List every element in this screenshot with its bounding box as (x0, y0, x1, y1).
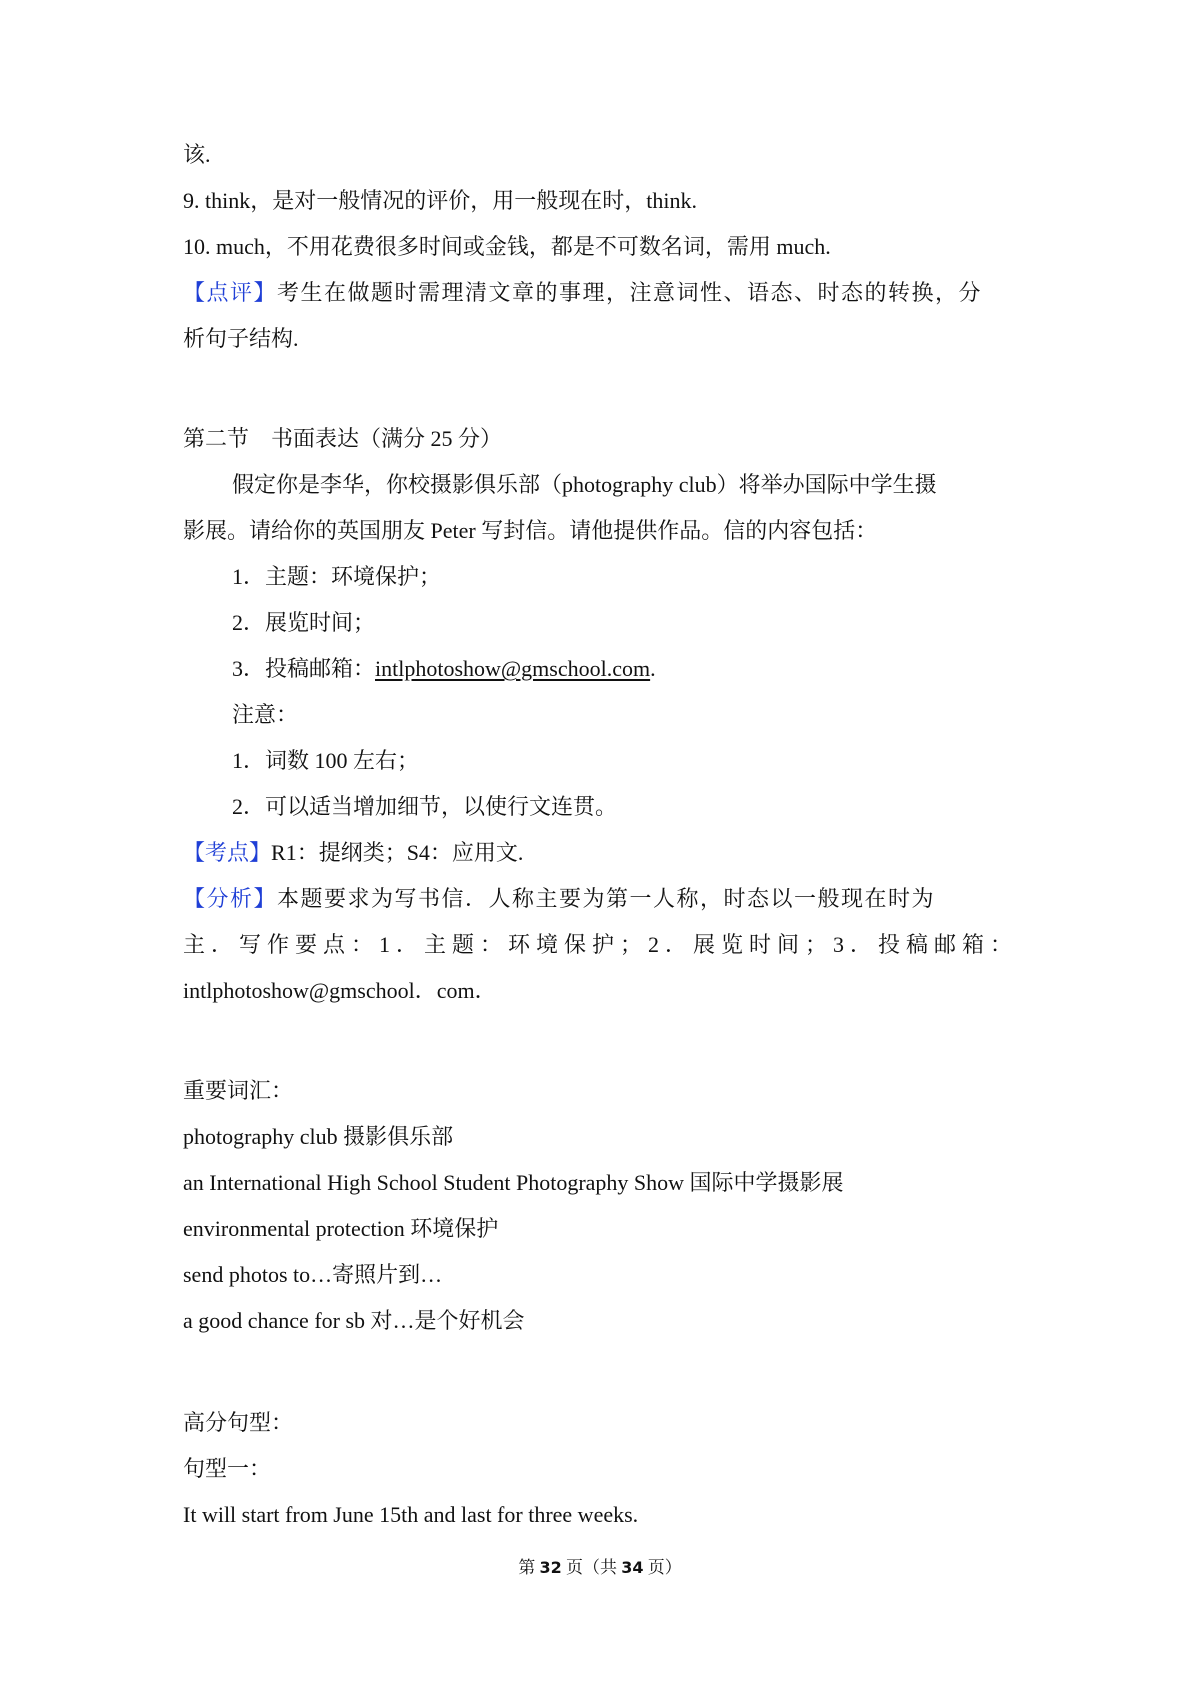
list-item: 1．主题：环境保护； (232, 564, 442, 589)
page-footer (0, 1556, 1200, 1580)
prompt-paragraph: 影展。请给你的英国朋友 Peter 写封信。请他提供作品。信的内容包括： (183, 518, 878, 543)
analysis-text: 本题要求为写书信．人称主要为第一人称，时态以一般现在时为 (277, 886, 936, 911)
list-item: 2．展览时间； (232, 610, 376, 635)
vocab-item: environmental protection 环境保护 (183, 1216, 499, 1241)
list-item: 2．可以适当增加细节，以使行文连贯。 (232, 794, 618, 819)
list-item-punct: . (650, 656, 656, 681)
vocab-item: send photos to…寄照片到… (183, 1262, 443, 1287)
analysis-paragraph: 主．写作要点：1．主题：环境保护；2．展览时间；3．投稿邮箱： (183, 932, 1019, 957)
prompt-paragraph: 假定你是李华，你校摄影俱乐部（photography club）将举办国际中学生摄 (232, 472, 937, 497)
sentence-heading: 高分句型： (183, 1410, 294, 1435)
sentence-example: It will start from June 15th and last for three weeks. (183, 1502, 639, 1527)
text-line: 该. (183, 142, 211, 167)
vocab-item: an International High School Student Photography Show 国际中学摄影展 (183, 1170, 844, 1195)
footer-suffix: 页） (643, 1558, 682, 1577)
current-page-number: 32 (539, 1558, 562, 1577)
exam-point-text: R1：提纲类；S4：应用文. (271, 840, 524, 865)
email-link[interactable]: intlphotoshow@gmschool.com (375, 656, 651, 681)
total-page-number: 34 (621, 1558, 644, 1577)
text-line: 析句子结构. (183, 326, 299, 351)
analysis-paragraph: intlphotoshow@gmschool．com． (183, 978, 497, 1003)
list-item-label: 3．投稿邮箱： (232, 656, 376, 681)
list-item: 1．词数 100 左右； (232, 748, 420, 773)
comment-tag: 【点评】 (183, 280, 278, 305)
analysis-tag: 【分析】 (183, 886, 278, 911)
comment-text: 考生在做题时需理清文章的事理，注意词性、语态、时态的转换，分 (277, 280, 983, 305)
footer-prefix: 第 (518, 1558, 540, 1577)
analysis-paragraph (183, 884, 1033, 914)
sentence-pattern-label: 句型一： (183, 1456, 272, 1481)
exam-point-paragraph (183, 838, 1033, 868)
vocab-heading: 重要词汇： (183, 1078, 294, 1103)
footer-middle: 页（共 (561, 1558, 622, 1577)
list-item (232, 654, 1082, 684)
vocab-item: a good chance for sb 对…是个好机会 (183, 1308, 525, 1333)
comment-paragraph (183, 278, 1033, 308)
text-line: 9. think，是对一般情况的评价，用一般现在时，think. (183, 188, 697, 213)
text-line: 10. much，不用花费很多时间或金钱，都是不可数名词，需用 much. (183, 234, 831, 259)
note-heading: 注意： (232, 702, 299, 727)
vocab-item: photography club 摄影俱乐部 (183, 1124, 454, 1149)
exam-point-tag: 【考点】 (183, 840, 272, 865)
section-heading: 第二节 书面表达（满分 25 分） (183, 426, 503, 451)
